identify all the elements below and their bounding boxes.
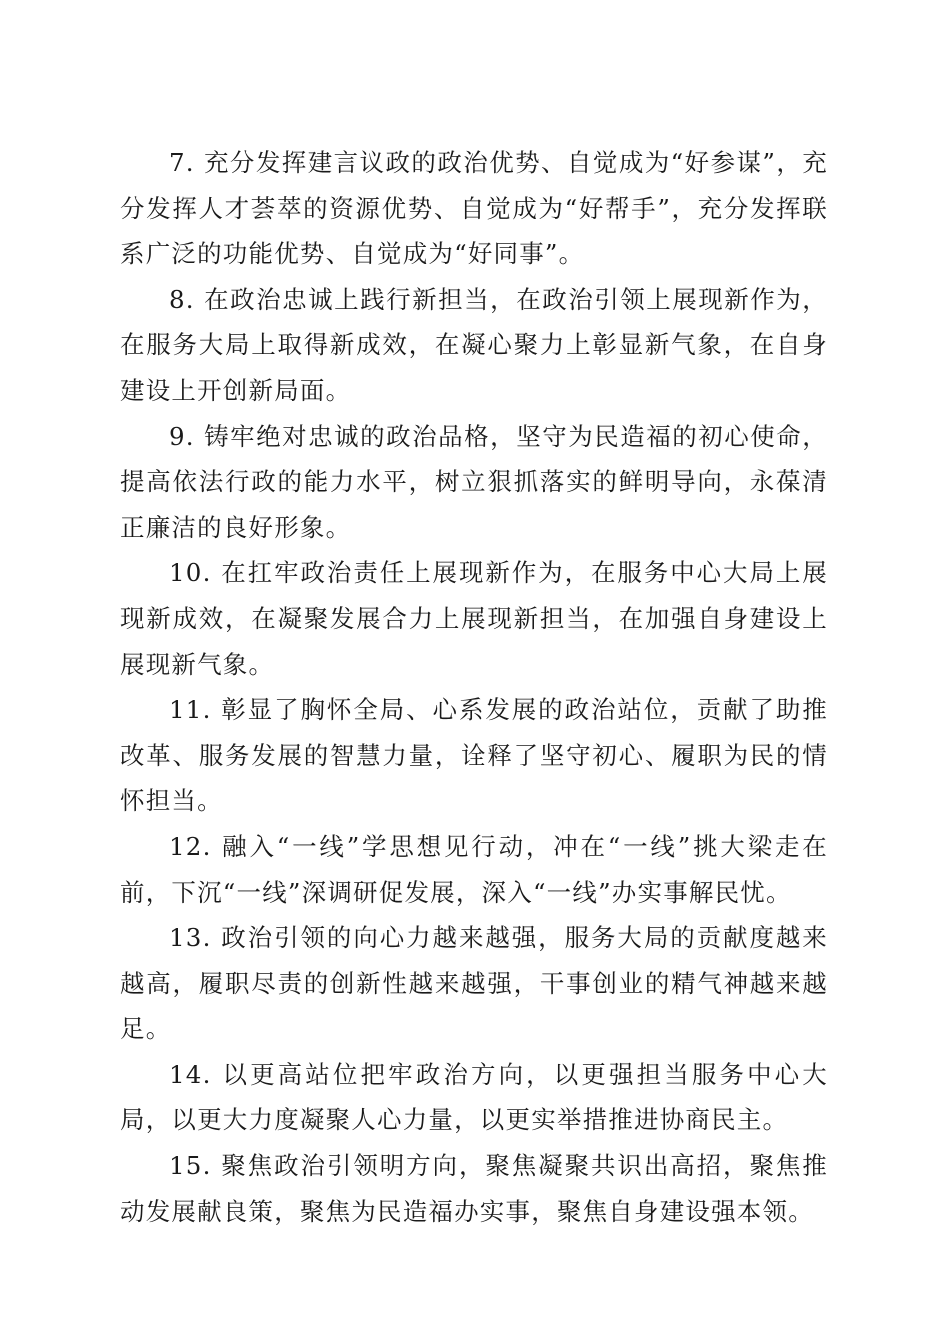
paragraph-9: 9. 铸牢绝对忠诚的政治品格，坚守为民造福的初心使命，提高依法行政的能力水平，树立狠抓落实的鲜明导向，永葆清正廉洁的良好形象。 <box>120 421 828 542</box>
paragraph-14: 14. 以更高站位把牢政治方向，以更强担当服务中心大局，以更大力度凝聚人心力量，以更实举措推进协商民主。 <box>120 1059 828 1135</box>
paragraph-12: 12. 融入“一线”学思想见行动，冲在“一线”挑大梁走在前，下沉“一线”深调研促发展，深入“一线”办实事解民忧。 <box>120 831 828 907</box>
paragraph-8: 8. 在政治忠诚上践行新担当，在政治引领上展现新作为，在服务大局上取得新成效，在凝心聚力上彰显新气象，在自身建设上开创新局面。 <box>120 284 828 405</box>
paragraph-10: 10. 在扛牢政治责任上展现新作为，在服务中心大局上展现新成效，在凝聚发展合力上展现新担当，在加强自身建设上展现新气象。 <box>120 558 828 679</box>
paragraph-13: 13. 政治引领的向心力越来越强，服务大局的贡献度越来越高，履职尽责的创新性越来越强，干事创业的精气神越来越足。 <box>120 923 828 1044</box>
paragraph-15: 15. 聚焦政治引领明方向，聚焦凝聚共识出高招，聚焦推动发展献良策，聚焦为民造福办实事，聚焦自身建设强本领。 <box>120 1151 828 1226</box>
paragraph-11: 11. 彰显了胸怀全局、心系发展的政治站位，贡献了助推改革、服务发展的智慧力量，诠释了坚守初心、履职为民的情怀担当。 <box>120 695 828 816</box>
document-body <box>120 140 828 1234</box>
paragraph-7: 7. 充分发挥建言议政的政治优势、自觉成为“好参谋”，充分发挥人才荟萃的资源优势、自觉成为“好帮手”，充分发挥联系广泛的功能优势、自觉成为“好同事”。 <box>120 148 828 269</box>
